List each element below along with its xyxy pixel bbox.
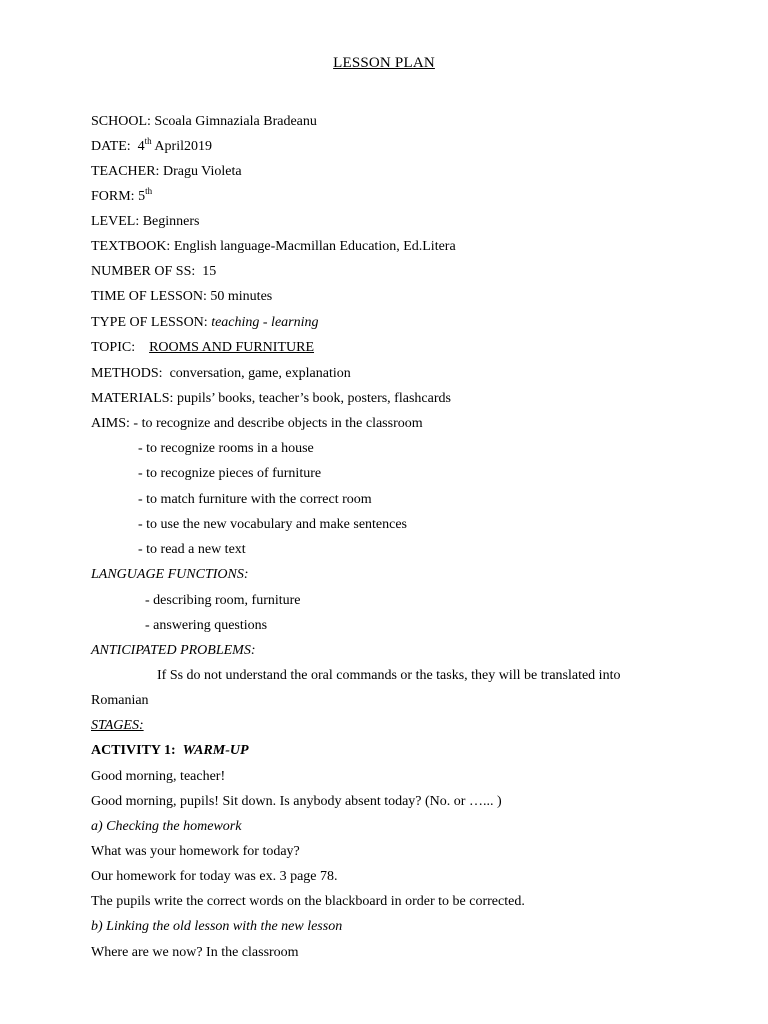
aims-item: - to recognize rooms in a house	[138, 441, 314, 456]
activity1-name: WARM-UP	[182, 743, 249, 758]
time-value: 50 minutes	[210, 289, 273, 304]
form-sup: th	[145, 186, 153, 196]
type-line	[91, 314, 319, 332]
activity1-label: ACTIVITY 1:	[91, 743, 176, 758]
topic-line	[91, 339, 314, 357]
activity1-heading	[91, 742, 249, 760]
aims-item: - to recognize pieces of furniture	[138, 466, 322, 481]
methods-value: conversation, game, explanation	[169, 366, 351, 381]
ss-line	[91, 263, 216, 281]
document-title: LESSON PLAN	[333, 55, 435, 71]
section-a-line: Our homework for today was ex. 3 page 78.	[91, 869, 338, 884]
anticipated-text-line2: Romanian	[91, 693, 149, 708]
aims-item: - to use the new vocabulary and make sentences	[138, 517, 408, 532]
materials-line	[91, 390, 451, 408]
teacher-value: Dragu Violeta	[162, 164, 242, 179]
school-value: Scoala Gimnaziala Bradeanu	[154, 114, 317, 129]
ss-value: 15	[202, 264, 217, 279]
methods-label: METHODS:	[91, 366, 163, 381]
level-label: LEVEL:	[91, 214, 140, 229]
teacher-label: TEACHER:	[91, 164, 160, 179]
topic-value: ROOMS AND FURNITURE	[149, 340, 315, 355]
anticipated-text-line1: If Ss do not understand the oral commands or the tasks, they will be translated into	[157, 668, 621, 683]
form-line	[91, 188, 152, 206]
textbook-line	[91, 238, 456, 256]
aims-line	[91, 415, 423, 433]
ss-label: NUMBER OF SS:	[91, 264, 196, 279]
materials-label: MATERIALS:	[91, 391, 174, 406]
section-a-line: The pupils write the correct words on the blackboard in order to be corrected.	[91, 894, 525, 909]
textbook-label: TEXTBOOK:	[91, 239, 171, 254]
language-function-item: - answering questions	[145, 618, 268, 633]
date-sup: th	[144, 136, 152, 146]
form-label: FORM:	[91, 189, 135, 204]
aims-label: AIMS:	[91, 416, 130, 431]
section-a-line: What was your homework for today?	[91, 844, 300, 859]
time-label: TIME OF LESSON:	[91, 289, 207, 304]
language-functions-heading: LANGUAGE FUNCTIONS:	[91, 567, 249, 582]
section-b-line: Where are we now? In the classroom	[91, 945, 299, 960]
activity1-line: Good morning, pupils! Sit down. Is anybody absent today? (No. or …... )	[91, 794, 502, 809]
level-line	[91, 213, 199, 231]
materials-value: pupils’ books, teacher’s book, posters, flashcards	[176, 391, 451, 406]
teacher-line	[91, 163, 242, 181]
type-label: TYPE OF LESSON:	[91, 315, 208, 330]
school-label: SCHOOL:	[91, 114, 151, 129]
language-function-item: - describing room, furniture	[145, 593, 301, 608]
stages-heading: STAGES:	[91, 718, 144, 733]
school-line	[91, 113, 317, 131]
level-value: Beginners	[142, 214, 200, 229]
type-value: teaching - learning	[211, 315, 319, 330]
textbook-value: English language-Macmillan Education, Ed.Litera	[173, 239, 456, 254]
section-a-heading: a) Checking the homework	[91, 819, 242, 834]
aims-item: - to read a new text	[138, 542, 246, 557]
activity1-line: Good morning, teacher!	[91, 769, 226, 784]
date-rest: April2019	[154, 139, 212, 154]
anticipated-problems-heading: ANTICIPATED PROBLEMS:	[91, 643, 256, 658]
topic-label: TOPIC:	[91, 340, 136, 355]
aims-item: - to match furniture with the correct room	[138, 492, 372, 507]
aims-first: - to recognize and describe objects in the classroom	[133, 416, 423, 431]
time-line	[91, 288, 272, 306]
form-value: 5	[138, 189, 146, 204]
section-b-heading: b) Linking the old lesson with the new lesson	[91, 919, 343, 934]
methods-line	[91, 365, 351, 383]
date-label: DATE:	[91, 139, 131, 154]
date-line	[91, 138, 212, 156]
date-day: 4	[137, 139, 145, 154]
